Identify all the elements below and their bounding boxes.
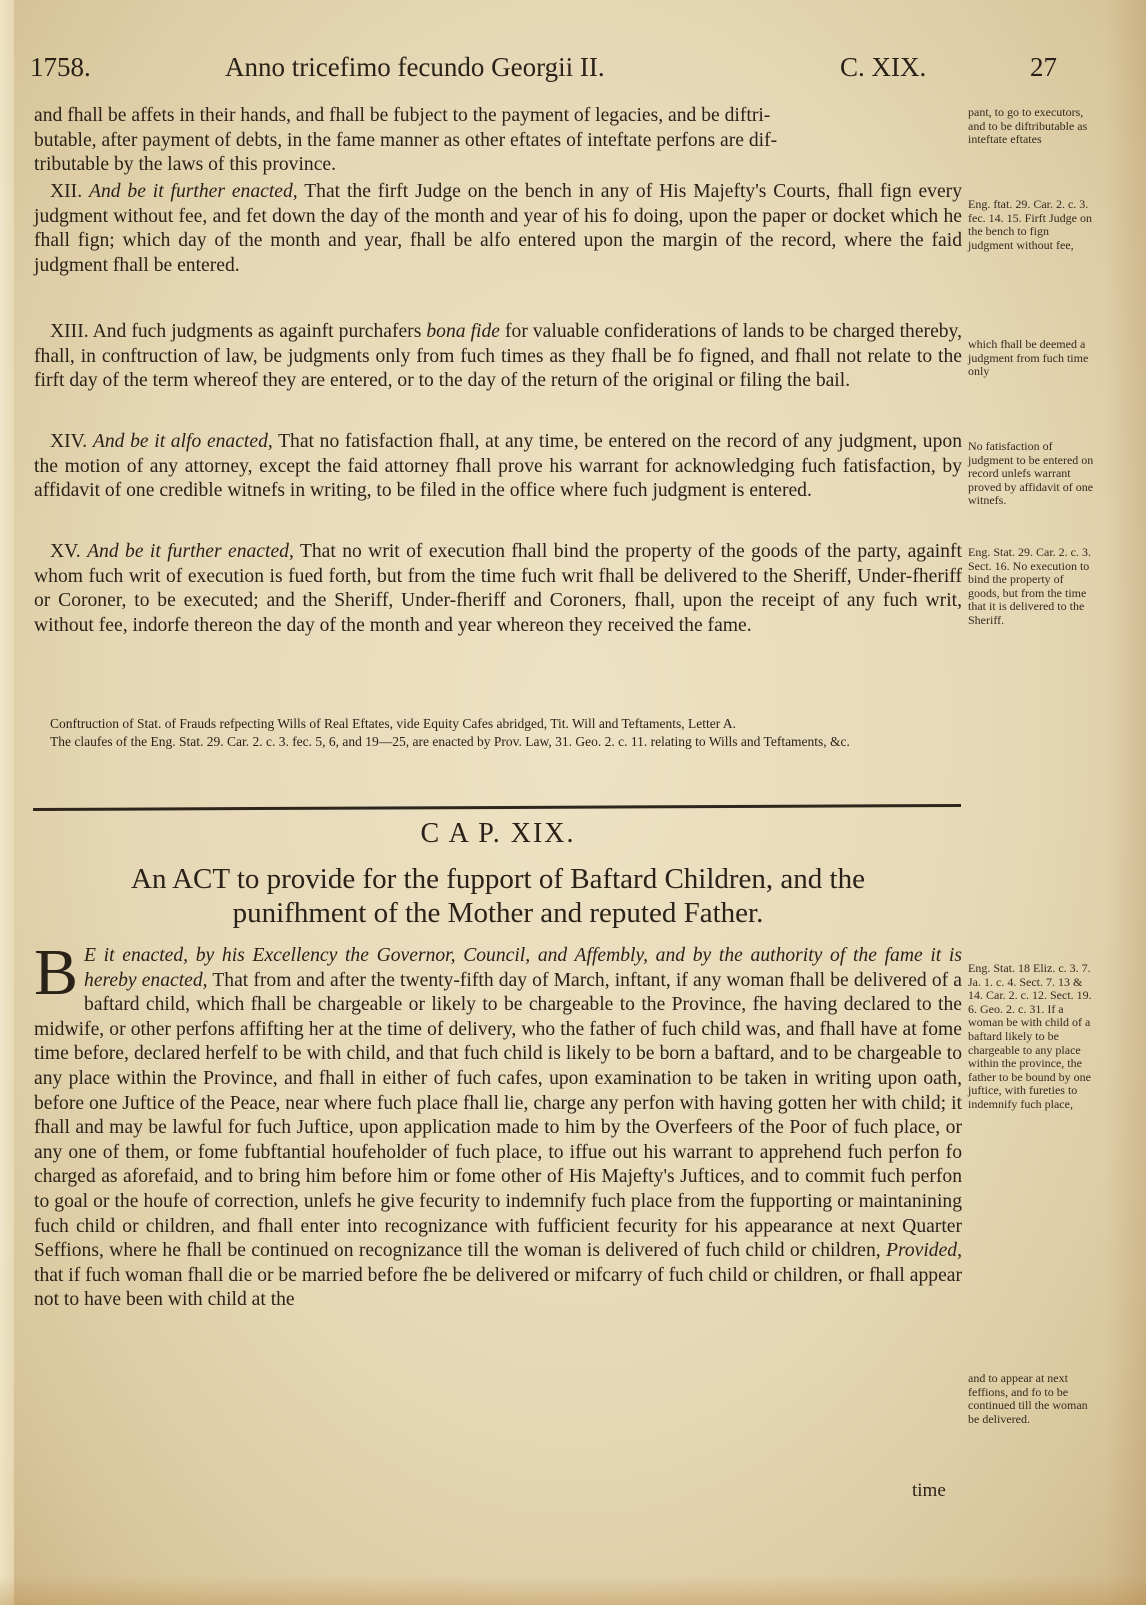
page-edge-left: [0, 0, 14, 1605]
margin-note: [968, 338, 1094, 379]
section-text: That no writ of execution fhall bind the property of the goods of the party, againft whom fuch writ of execution is fued forth, but from the time fuch writ fhall be delivered to the Sheriff, Under-fheriff or Coroner, to be executed; and the Sheriff, Under-fheriff and Coroners, fhall, upon the receipt of any fuch writ, without fee, indorfe thereon the day of the month and year whereon they received the fame.: [34, 541, 962, 636]
act-body: [34, 936, 962, 1313]
section-text: That the firft Judge on the bench in any of His Majefty's Courts, fhall fign every judgment without fee, and fet down the day of the month and year of his fo doing, upon the paper or docket which he fhall fign; which day of the month and year, fhall be alfo entered upon the margin of the record, where the faid judgment fhall be entered.: [34, 181, 962, 276]
chapter-heading: C A P. XIX.: [420, 818, 576, 849]
section-number: XIII.: [50, 321, 89, 342]
section-number: XIV.: [50, 431, 88, 452]
header-chapter: C. XIX.: [840, 52, 927, 82]
margin-note: [968, 962, 1094, 1112]
enacting-clause: And be it alfo enacted,: [92, 431, 273, 452]
italic-phrase: bona fide: [426, 321, 500, 342]
margin-note: [968, 1372, 1094, 1426]
continuation-line: tributable by the laws of this province.: [34, 154, 337, 176]
margin-note-text: No fatisfaction of judgment to be entered on record unlefs warrant proved by affidavit of one witnefs.: [968, 439, 1094, 508]
section-xii: [34, 180, 962, 278]
running-header: [30, 52, 1100, 92]
note-clauses: The claufes of the Eng. Stat. 29. Car. 2. c. 3. fec. 5, 6, and 19—25, are enacted by Prov. Law, 31. Geo. 2. c. 11. relating to Wills and Teftaments, &c.: [50, 734, 850, 749]
section-number: XII.: [50, 181, 83, 202]
enacting-clause: And be it further enacted,: [87, 541, 294, 562]
margin-note: [968, 440, 1094, 508]
margin-note: [968, 546, 1094, 628]
provided-clause: Provided,: [886, 1240, 962, 1262]
page-edge-right: [1106, 0, 1146, 1605]
catchword: time: [912, 1480, 946, 1501]
act-title-line: An ACT to provide for the fupport of Baftard Children, and the: [131, 863, 865, 895]
margin-note-text: which fhall be deemed a judgment from fuch time only: [968, 337, 1089, 379]
drop-cap: B: [34, 936, 79, 1009]
header-year: 1758.: [30, 52, 91, 82]
enacting-clause: And be it further enacted,: [88, 181, 298, 202]
continuation-line: butable, after payment of debts, in the fame manner as other eftates of inteftate perfons are dif-: [34, 129, 778, 151]
act-title: [34, 862, 962, 930]
section-number: XV.: [50, 541, 81, 562]
margin-note-text: Eng. ftat. 29. Car. 2. c. 3. fec. 14. 15. Firft Judge on the bench to fign judgment without fee,: [968, 197, 1092, 252]
prior-act-continuation: [34, 104, 962, 178]
margin-note-text: and to appear at next feffions, and fo to be continued till the woman be delivered.: [968, 1371, 1088, 1426]
margin-note-text: Eng. Stat. 18 Eliz. c. 3. 7. Ja. 1. c. 4. Sect. 7. 13 & 14. Car. 2. c. 12. Sect. 19. 6. Geo. 2. c. 31. If a woman be with child of a baftard likely to be chargeable to any place within the province, the father to be bound by one juftice, with fureties to indemnify fuch place,: [968, 961, 1092, 1111]
header-title: Anno tricefimo fecundo Georgii II.: [225, 52, 605, 82]
margin-note-text: pant, to go to executors, and to be diftributable as inteftate eftates: [968, 105, 1088, 147]
enacting-clause: E it enacted, by his Excellency the Governor, Council, and Affembly, and by the authority of the fame it is hereby enacted,: [84, 945, 962, 991]
act-text: That from and after the twenty-fifth day of March, inftant, if any woman fhall be delivered of a baftard child, which fhall be chargeable or likely to be chargeable to the Province, fhe having declared to the midwife, or other perfons affifting her at the time of delivery, who the father of fuch child was, and fhall have at fome time before, declared herfelf to be with child, and that fuch child is likely to be born a baftard, and to be chargeable to any place within the Province, and fhall in either of fuch cafes, upon examination to be taken in writing upon oath, before one Juftice of the Peace, near where fuch place fhall lie, charge any perfon with having gotten her with child; it fhall and may be lawful for fuch Juftice, upon application made to him by the Overfeers of the Poor of fuch place, or any one of them, or fome fubftantial houfeholder of fuch place, to iffue out his warrant to apprehend fuch perfon fo charged as aforefaid, and to bring him before him or fome other of His Majefty's Juftices, and to commit fuch perfon to goal or the houfe of correction, unlefs he give fecurity to indemnify fuch place from the fupporting or maintanining fuch child or children, and fhall enter into recognizance with fufficient fecurity for his appearance at next Quarter Seffions, where he fhall be continued on recognizance till the woman is delivered of fuch child or children,: [34, 969, 962, 1262]
section-xiii: [34, 320, 962, 394]
margin-note: [968, 106, 1094, 147]
act-text: that if fuch woman fhall die or be married before fhe be delivered or mifcarry of fuch child or children, or fhall appear not to have been with child at the: [34, 1264, 962, 1311]
section-divider-rule: [33, 804, 961, 811]
continuation-line: and fhall be affets in their hands, and fhall be fubject to the payment of legacies, and be diftri-: [34, 105, 771, 126]
section-xv: [34, 540, 962, 638]
note-statute-of-frauds: Conftruction of Stat. of Frauds refpecting Wills of Real Eftates, vide Equity Cafes abridged, Tit. Will and Teftaments, Letter A.: [50, 716, 736, 731]
page-edge-bottom: [0, 1575, 1146, 1605]
section-xiv: [34, 430, 962, 504]
section-text: for valuable confiderations of lands to be charged thereby, fhall, in conftruction of law, be judgments only from fuch times as they fhall be fo figned, and fhall not relate to the firft day of the term whereof they are entered, or to the day of the return of the original or filing the bail.: [34, 321, 962, 392]
section-text-lead: And fuch judgments as againft purchafers: [92, 321, 422, 342]
editorial-notes: [34, 716, 962, 750]
margin-note-text: Eng. Stat. 29. Car. 2. c. 3. Sect. 16. No execution to bind the property of goods, but from the time that it is delivered to the Sheriff.: [968, 545, 1091, 627]
page-number: 27: [1030, 52, 1057, 82]
margin-note: [968, 198, 1094, 252]
section-text: That no fatisfaction fhall, at any time, be entered on the record of any judgment, upon the motion of any attorney, except the faid attorney fhall prove his warrant for acknowledging fuch fatisfaction, by affidavit of one credible witnefs in writing, to be filed in the office where fuch judgment is entered.: [34, 431, 962, 502]
act-title-line: punifhment of the Mother and reputed Father.: [232, 897, 764, 929]
